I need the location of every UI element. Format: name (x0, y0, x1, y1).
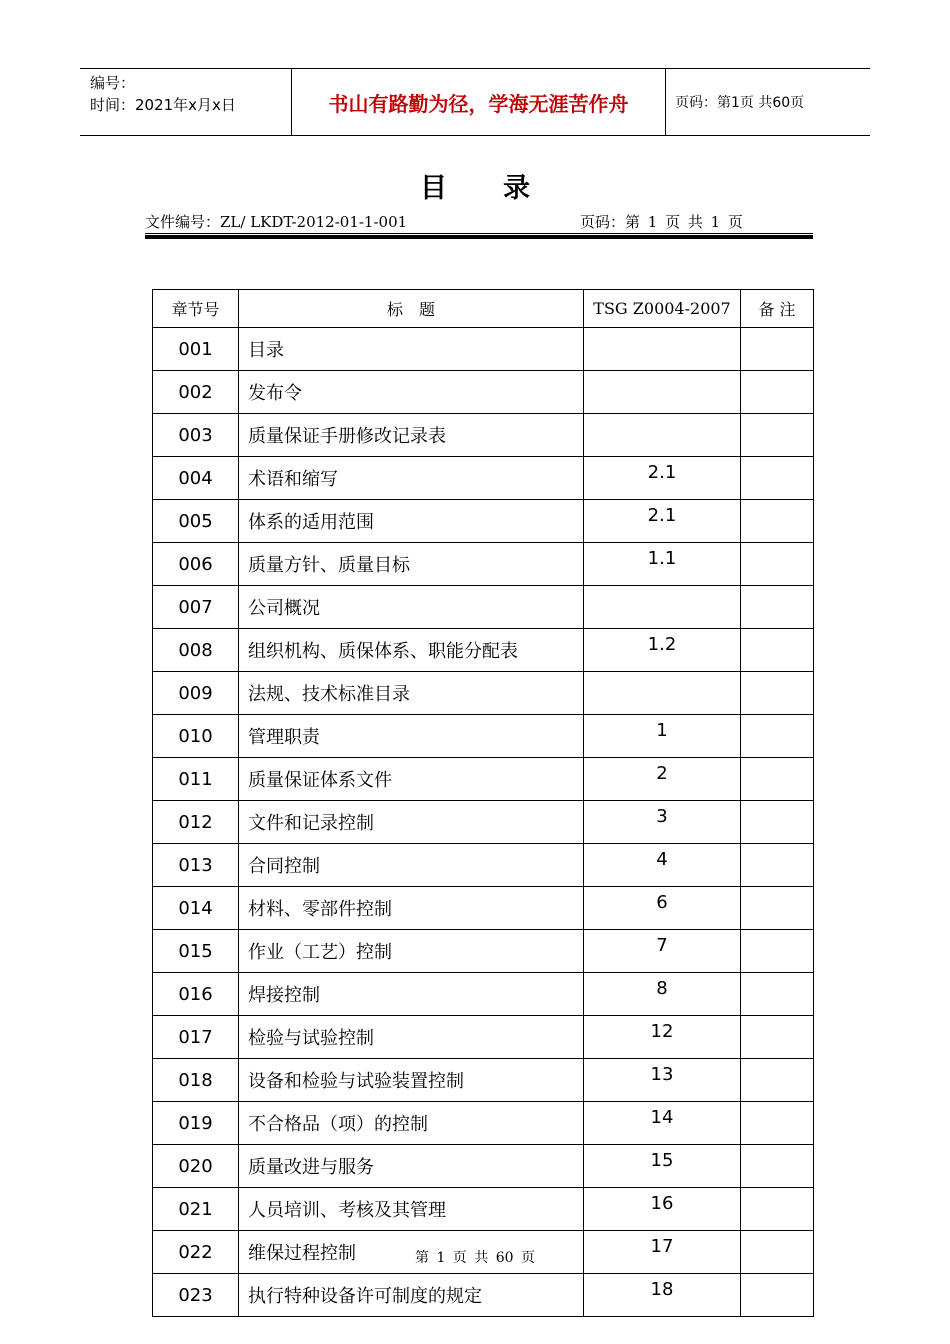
standard-ref: 13 (584, 1059, 741, 1102)
note-cell (741, 1059, 814, 1102)
table-row (153, 1016, 814, 1059)
note-cell (741, 457, 814, 500)
chapter-title: 发布令 (239, 371, 584, 414)
chapter-title: 质量方针、质量目标 (239, 543, 584, 586)
chapter-number: 003 (153, 414, 239, 457)
toc-table (152, 289, 814, 1317)
standard-ref: 4 (584, 844, 741, 887)
chapter-title: 质量保证体系文件 (239, 758, 584, 801)
table-row (153, 1188, 814, 1231)
chapter-title: 材料、零部件控制 (239, 887, 584, 930)
table-row (153, 930, 814, 973)
chapter-number: 007 (153, 586, 239, 629)
chapter-number: 011 (153, 758, 239, 801)
standard-ref: 12 (584, 1016, 741, 1059)
table-row (153, 1102, 814, 1145)
chapter-title: 人员培训、考核及其管理 (239, 1188, 584, 1231)
table-row (153, 715, 814, 758)
table-row (153, 844, 814, 887)
chapter-number: 002 (153, 371, 239, 414)
chapter-number: 006 (153, 543, 239, 586)
note-cell (741, 1274, 814, 1317)
toc-header-row (153, 290, 814, 328)
note-cell (741, 629, 814, 672)
standard-ref (584, 328, 741, 371)
note-cell (741, 586, 814, 629)
table-row (153, 457, 814, 500)
chapter-title: 法规、技术标准目录 (239, 672, 584, 715)
standard-ref: 1.1 (584, 543, 741, 586)
page-title: 目录 (420, 173, 586, 204)
chapter-title: 术语和缩写 (239, 457, 584, 500)
chapter-number: 014 (153, 887, 239, 930)
chapter-title: 管理职责 (239, 715, 584, 758)
chapter-number: 017 (153, 1016, 239, 1059)
standard-ref (584, 672, 741, 715)
table-row (153, 328, 814, 371)
standard-ref (584, 371, 741, 414)
chapter-title: 质量改进与服务 (239, 1145, 584, 1188)
chapter-number: 008 (153, 629, 239, 672)
standard-ref: 17 (584, 1231, 741, 1274)
note-cell (741, 715, 814, 758)
standard-ref (584, 586, 741, 629)
header-page-info: 页码：第1页 共60页 (666, 69, 871, 136)
chapter-number: 022 (153, 1231, 239, 1274)
col-header-standard: TSG Z0004-2007 (584, 290, 741, 328)
standard-ref: 15 (584, 1145, 741, 1188)
table-row (153, 758, 814, 801)
chapter-title: 公司概况 (239, 586, 584, 629)
standard-ref: 16 (584, 1188, 741, 1231)
chapter-title: 设备和检验与试验装置控制 (239, 1059, 584, 1102)
chapter-title: 目录 (239, 328, 584, 371)
chapter-title: 合同控制 (239, 844, 584, 887)
standard-ref: 7 (584, 930, 741, 973)
table-row (153, 586, 814, 629)
chapter-number: 015 (153, 930, 239, 973)
standard-ref: 1 (584, 715, 741, 758)
standard-ref: 6 (584, 887, 741, 930)
standard-ref: 2 (584, 758, 741, 801)
chapter-number: 005 (153, 500, 239, 543)
col-header-note: 备 注 (741, 290, 814, 328)
page-footer: 第 1 页 共 60 页 (415, 1250, 535, 1266)
chapter-title: 检验与试验控制 (239, 1016, 584, 1059)
standard-ref: 18 (584, 1274, 741, 1317)
standard-ref (584, 414, 741, 457)
table-row (153, 1274, 814, 1317)
header-time-label: 时间：2021年x月x日 (90, 96, 236, 114)
note-cell (741, 414, 814, 457)
table-row (153, 543, 814, 586)
note-cell (741, 758, 814, 801)
page-header (80, 68, 870, 136)
note-cell (741, 672, 814, 715)
table-row (153, 1059, 814, 1102)
header-number-label: 编号： (90, 74, 136, 92)
table-row (153, 629, 814, 672)
note-cell (741, 1102, 814, 1145)
chapter-number: 013 (153, 844, 239, 887)
table-row (153, 500, 814, 543)
chapter-title: 执行特种设备许可制度的规定 (239, 1274, 584, 1317)
table-row (153, 1145, 814, 1188)
chapter-number: 009 (153, 672, 239, 715)
table-row (153, 371, 814, 414)
col-header-chapter: 章节号 (153, 290, 239, 328)
table-row (153, 672, 814, 715)
chapter-title: 不合格品（项）的控制 (239, 1102, 584, 1145)
chapter-title: 体系的适用范围 (239, 500, 584, 543)
header-motto: 书山有路勤为径，学海无涯苦作舟 (292, 69, 666, 136)
note-cell (741, 844, 814, 887)
note-cell (741, 500, 814, 543)
divider-thick (145, 235, 813, 239)
chapter-title: 文件和记录控制 (239, 801, 584, 844)
col-header-title: 标 题 (239, 290, 584, 328)
chapter-title: 维保过程控制 (239, 1231, 584, 1274)
chapter-number: 023 (153, 1274, 239, 1317)
note-cell (741, 801, 814, 844)
standard-ref: 2.1 (584, 457, 741, 500)
standard-ref: 8 (584, 973, 741, 1016)
chapter-number: 021 (153, 1188, 239, 1231)
note-cell (741, 371, 814, 414)
note-cell (741, 887, 814, 930)
standard-ref: 2.1 (584, 500, 741, 543)
table-row (153, 414, 814, 457)
note-cell (741, 328, 814, 371)
table-row (153, 801, 814, 844)
file-number: 文件编号：ZL/ LKDT-2012-01-1-001 (145, 213, 408, 231)
note-cell (741, 930, 814, 973)
divider-thin (145, 233, 813, 234)
chapter-number: 010 (153, 715, 239, 758)
chapter-number: 012 (153, 801, 239, 844)
chapter-number: 016 (153, 973, 239, 1016)
standard-ref: 3 (584, 801, 741, 844)
chapter-title: 质量保证手册修改记录表 (239, 414, 584, 457)
chapter-number: 019 (153, 1102, 239, 1145)
chapter-number: 004 (153, 457, 239, 500)
standard-ref: 1.2 (584, 629, 741, 672)
note-cell (741, 1188, 814, 1231)
chapter-number: 020 (153, 1145, 239, 1188)
chapter-title: 作业（工艺）控制 (239, 930, 584, 973)
note-cell (741, 1016, 814, 1059)
table-row (153, 973, 814, 1016)
standard-ref: 14 (584, 1102, 741, 1145)
table-row (153, 887, 814, 930)
note-cell (741, 1145, 814, 1188)
page-code: 页码：第 1 页 共 1 页 (580, 213, 743, 231)
chapter-title: 组织机构、质保体系、职能分配表 (239, 629, 584, 672)
toc-body (153, 328, 814, 1317)
chapter-number: 018 (153, 1059, 239, 1102)
note-cell (741, 543, 814, 586)
chapter-number: 001 (153, 328, 239, 371)
note-cell (741, 973, 814, 1016)
header-meta (80, 69, 292, 136)
chapter-title: 焊接控制 (239, 973, 584, 1016)
